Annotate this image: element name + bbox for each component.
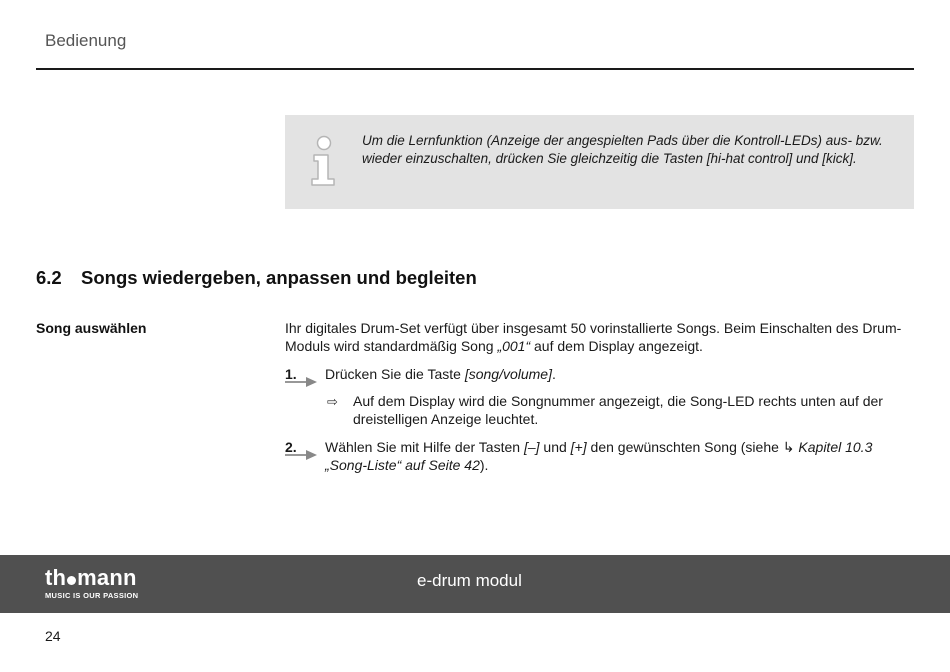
side-label: Song auswählen <box>36 320 147 336</box>
section-heading <box>36 267 477 289</box>
footer-bar <box>0 555 950 613</box>
header-divider <box>36 68 914 70</box>
result-arrow-icon: ⇨ <box>327 394 338 409</box>
page-number: 24 <box>45 628 61 644</box>
intro-text-1: Ihr digitales Drum-Set verfügt über insgesamt 50 vorinstallierte Songs. Beim Einschalten des Drum-Moduls wird standardmäßig Song <box>285 320 902 354</box>
footer-product-name: e-drum modul <box>417 571 522 590</box>
step-arrow-icon <box>285 377 317 387</box>
step-number-2 <box>285 438 317 458</box>
step-number-text: 2. <box>285 439 297 455</box>
thomann-logo <box>45 567 138 600</box>
chapter-reference-link[interactable]: Kapitel 10.3 „Song-Liste“ auf Seite 42 <box>325 439 873 473</box>
step-1-result <box>285 392 910 428</box>
step-1-text <box>325 365 910 383</box>
page-header-title: Bedienung <box>45 31 127 50</box>
intro-paragraph <box>285 319 910 355</box>
step-2-prefix: Wählen Sie mit Hilfe der Tasten <box>325 439 524 455</box>
step-1-prefix: Drücken Sie die Taste <box>325 366 465 382</box>
section-number: 6.2 <box>36 267 62 288</box>
step-1 <box>285 365 910 383</box>
logo-wordmark <box>45 567 138 589</box>
intro-text-2: auf dem Display angezeigt. <box>530 338 703 354</box>
logo-dot <box>67 576 76 585</box>
step-2 <box>285 438 910 474</box>
step-2-text <box>325 438 910 474</box>
song-code: „001“ <box>497 338 531 354</box>
step-number-1 <box>285 365 317 385</box>
info-note-box <box>285 115 914 209</box>
logo-text-left: th <box>45 565 67 590</box>
info-icon <box>307 135 341 187</box>
reference-link-icon: ↳ <box>782 439 795 455</box>
content-column <box>285 319 910 474</box>
logo-tagline: MUSIC IS OUR PASSION <box>45 591 139 600</box>
key-minus: [–] <box>523 439 540 455</box>
key-song-volume: [song/volume] <box>464 366 552 382</box>
step-arrow-icon <box>285 450 317 460</box>
step-1-result-text: Auf dem Display wird die Songnummer angezeigt, die Song-LED rechts unten auf der dreistelligen Anzeige leuchtet. <box>353 393 883 427</box>
logo-text-right: mann <box>77 565 137 590</box>
step-number-text: 1. <box>285 366 297 382</box>
step-2-mid: den gewünschten Song (siehe <box>586 439 783 455</box>
key-plus: [+] <box>570 439 587 455</box>
step-1-suffix: . <box>552 366 556 382</box>
step-2-and: und <box>539 439 571 455</box>
info-note-text: Um die Lernfunktion (Anzeige der angespielten Pads über die Kontroll-LEDs) aus- bzw. wieder einzuschalten, drücken Sie gleichzeitig die Tasten [hi-hat control] und [kick]. <box>362 133 883 166</box>
step-2-suffix: ). <box>479 457 489 473</box>
section-title: Songs wiedergeben, anpassen und begleiten <box>81 267 477 288</box>
